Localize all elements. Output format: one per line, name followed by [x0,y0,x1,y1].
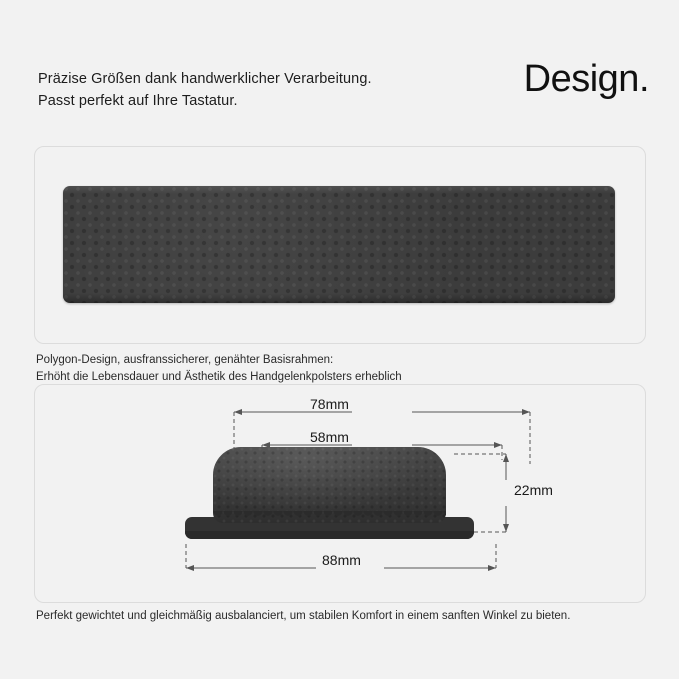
pad-stitch-edge [213,511,446,521]
dimension-label-base-width: 88mm [322,552,361,568]
headline-line-1: Präzise Größen dank handwerklicher Verarbeitung. [38,71,372,87]
dimension-label-height: 22mm [514,482,553,498]
page-title: Design. [523,58,649,100]
dimension-label-inner-width: 58mm [310,429,349,445]
wrist-pad-side-view [185,447,474,539]
pad-bottom-shadow [63,293,615,303]
pad-texture [63,186,615,303]
dimension-label-top-width: 78mm [310,396,349,412]
pad-top-highlight [63,186,615,194]
headline-block [38,68,372,113]
middle-caption [36,352,402,385]
headline-line-2: Passt perfekt auf Ihre Tastatur. [38,93,238,110]
dimension-diagram [34,384,646,603]
pad-base-shadow [185,531,474,539]
header [38,60,649,120]
middle-caption-line-2: Erhöht die Lebensdauer und Ästhetik des Handgelenkpolsters erheblich [36,370,402,383]
middle-caption-line-1: Polygon-Design, ausfranssicherer, genähter Basisrahmen: [36,354,334,366]
bottom-caption: Perfekt gewichtet und gleichmäßig ausbalanciert, um stabilen Komfort in einem sanften Winkel zu bieten. [36,610,571,622]
wrist-pad-long-image [63,186,615,303]
